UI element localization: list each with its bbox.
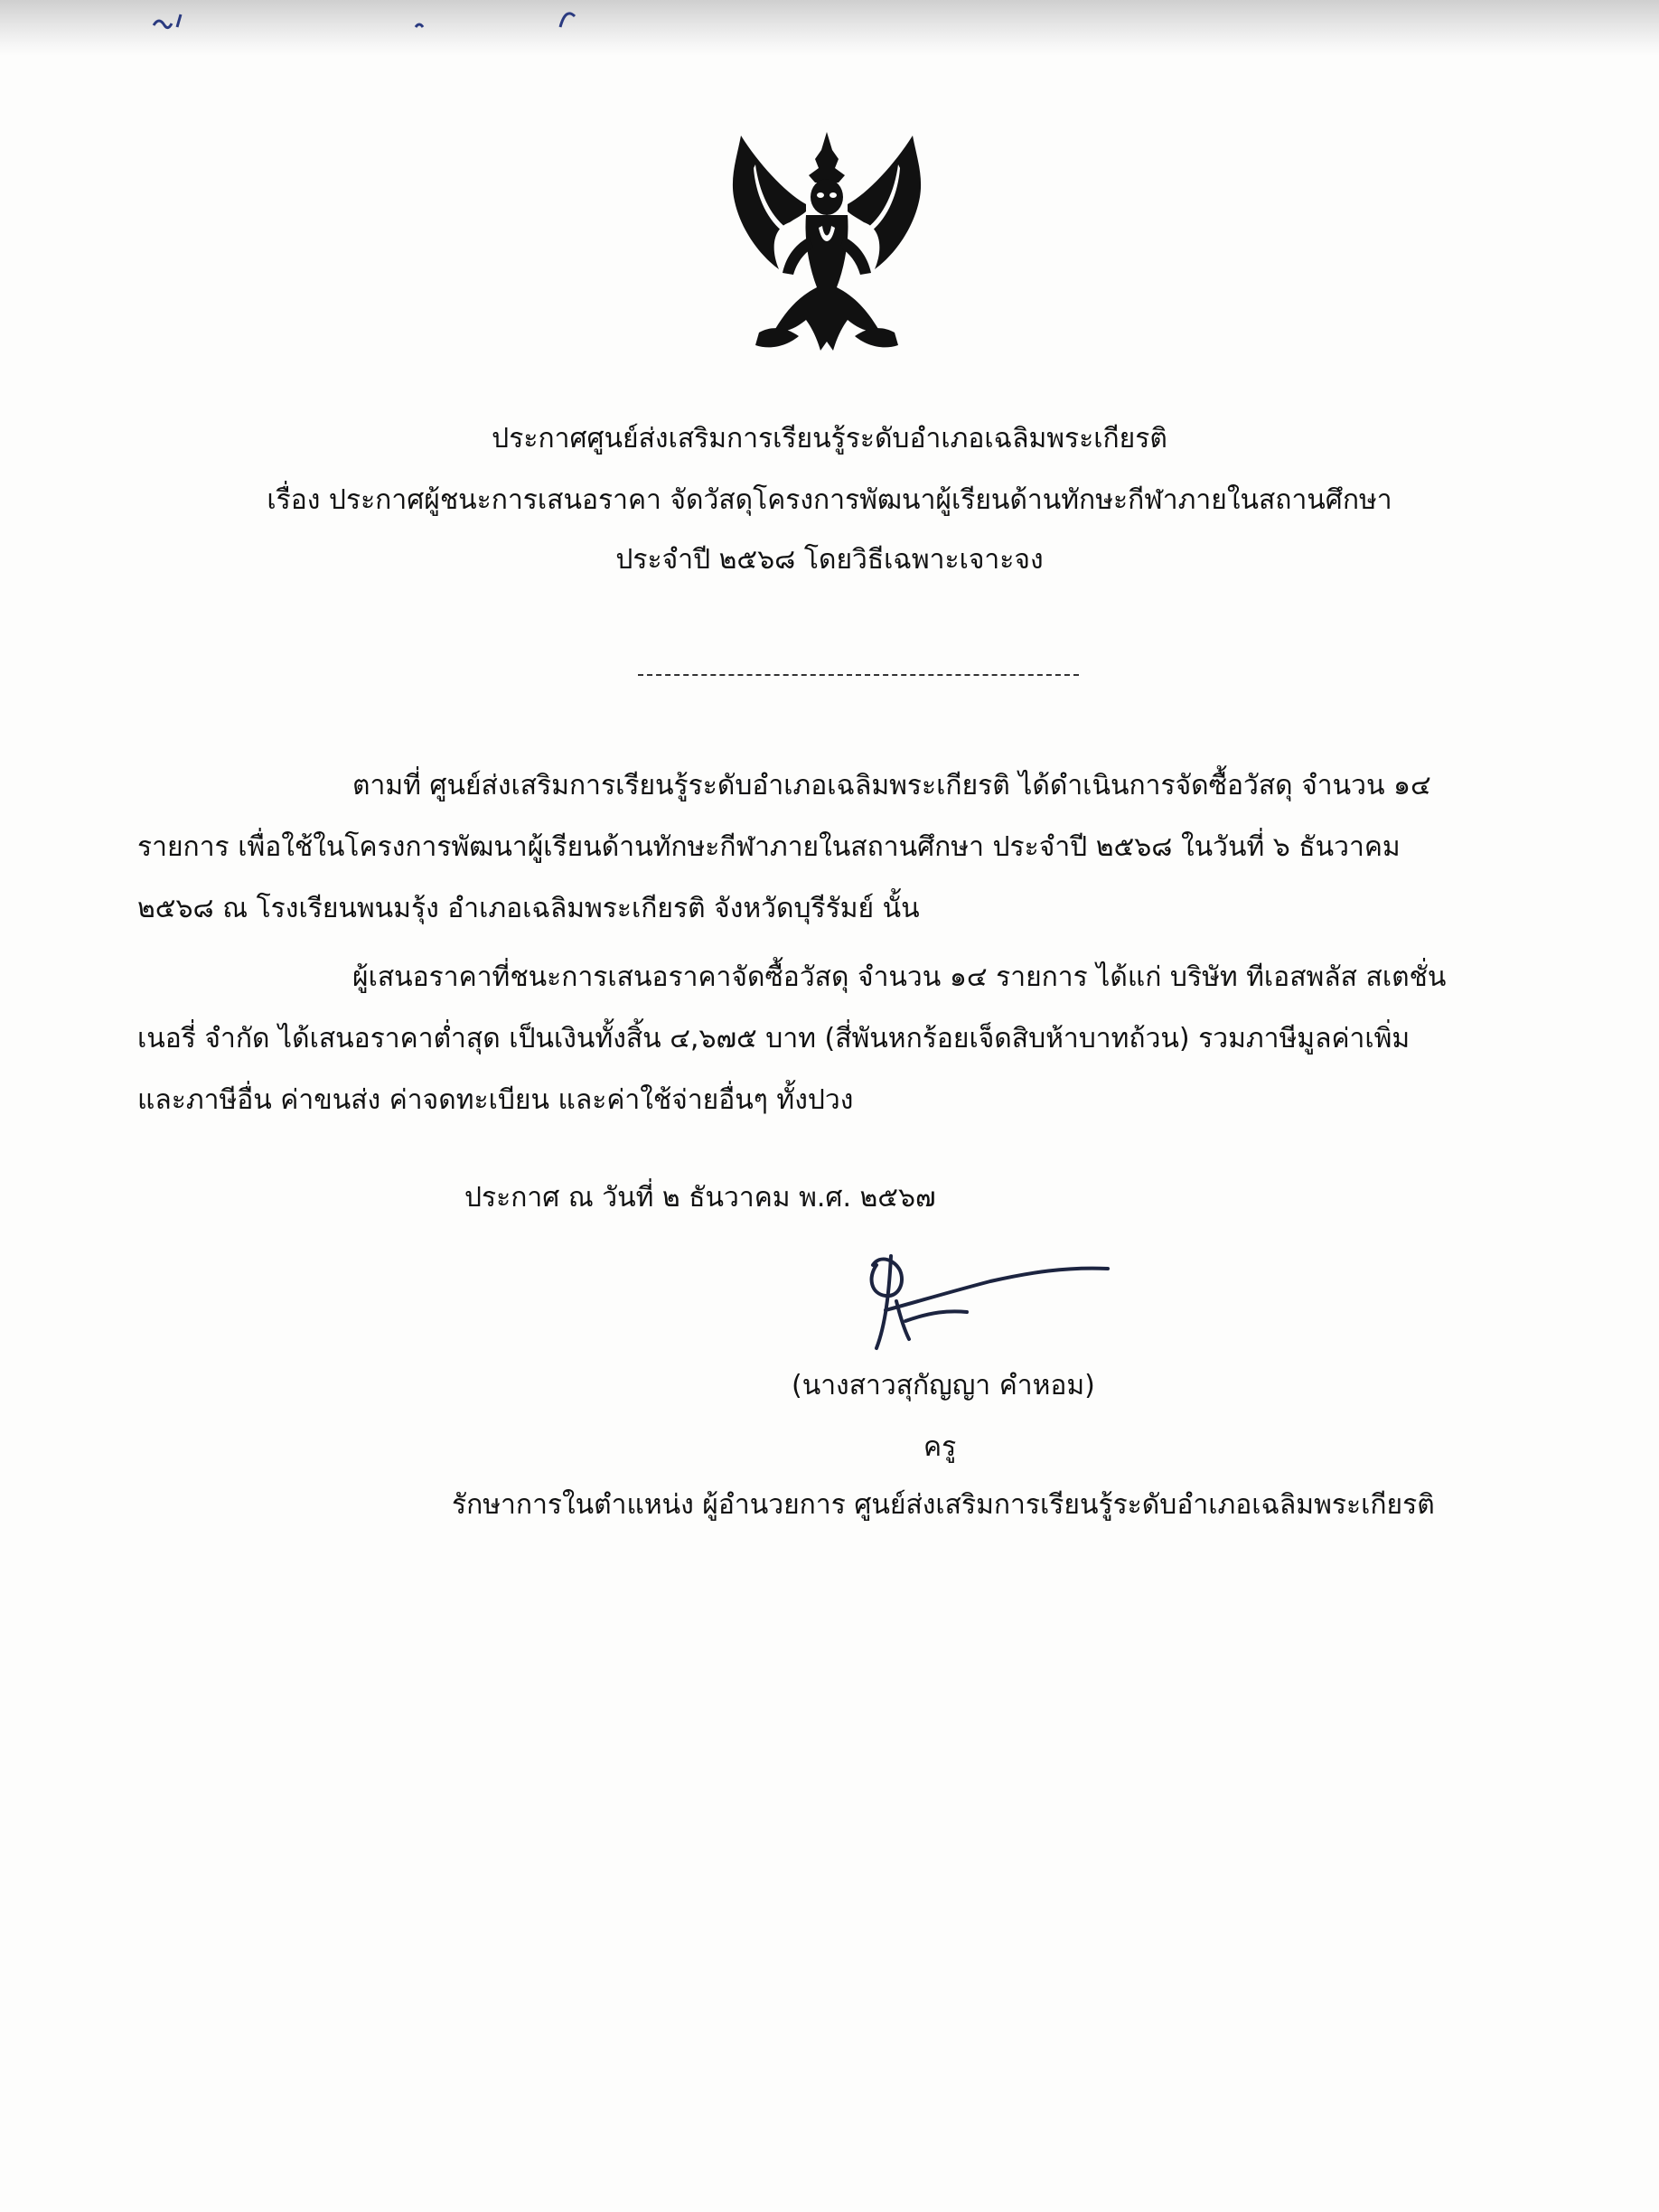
- heading-divider: [638, 674, 1079, 676]
- signer-name: (นางสาวสุกัญญา คำหอม): [792, 1370, 1095, 1401]
- garuda-emblem: [723, 128, 931, 361]
- signer-position: รักษาการในตำแหน่ง ผู้อำนวยการ ศูนย์ส่งเสริมการเรียนรู้ระดับอำเภอเฉลิมพระเกียรติ: [452, 1489, 1435, 1521]
- announcement-date: ประกาศ ณ วันที่ ๒ ธันวาคม พ.ศ. ๒๕๖๗: [464, 1182, 936, 1214]
- heading-subject: เรื่อง ประกาศผู้ชนะการเสนอราคา จัดวัสดุโครงการพัฒนาผู้เรียนด้านทักษะกีฬาภายในสถานศึกษา: [267, 484, 1392, 516]
- edge-handwriting-marks: [136, 0, 642, 36]
- paragraph-2-line-3: และภาษีอื่น ค่าขนส่ง ค่าจดทะเบียน และค่าใช้จ่ายอื่นๆ ทั้งปวง: [137, 1084, 854, 1116]
- heading-line-3: ประจำปี ๒๕๖๘ โดยวิธีเฉพาะเจาะจง: [615, 544, 1044, 576]
- paragraph-1-line-3: ๒๕๖๘ ณ โรงเรียนพนมรุ้ง อำเภอเฉลิมพระเกียรติ จังหวัดบุรีรัมย์ นั้น: [137, 893, 920, 924]
- paragraph-1-line-1: ตามที่ ศูนย์ส่งเสริมการเรียนรู้ระดับอำเภอเฉลิมพระเกียรติ ได้ดำเนินการจัดซื้อวัสดุ จำนวน ๑๔: [352, 770, 1431, 801]
- paragraph-1-line-2: รายการ เพื่อใช้ในโครงการพัฒนาผู้เรียนด้านทักษะกีฬาภายในสถานศึกษา ประจำปี ๒๕๖๘ ในวันที่ ๖ ธันวาคม: [137, 831, 1401, 863]
- handwritten-signature: [840, 1238, 1111, 1355]
- signer-rank: ครู: [923, 1431, 957, 1463]
- paragraph-2-line-2: เนอรี่ จำกัด ได้เสนอราคาต่ำสุด เป็นเงินทั้งสิ้น ๔,๖๗๕ บาท (สี่พันหกร้อยเจ็ดสิบห้าบาทถ้วน) รวมภาษีมูลค่าเพิ่ม: [137, 1023, 1411, 1054]
- heading-line-1: ประกาศศูนย์ส่งเสริมการเรียนรู้ระดับอำเภอเฉลิมพระเกียรติ: [492, 423, 1167, 455]
- paragraph-2-line-1: ผู้เสนอราคาที่ชนะการเสนอราคาจัดซื้อวัสดุ จำนวน ๑๔ รายการ ได้แก่ บริษัท ทีเอสพลัส สเตชั่น: [352, 961, 1447, 993]
